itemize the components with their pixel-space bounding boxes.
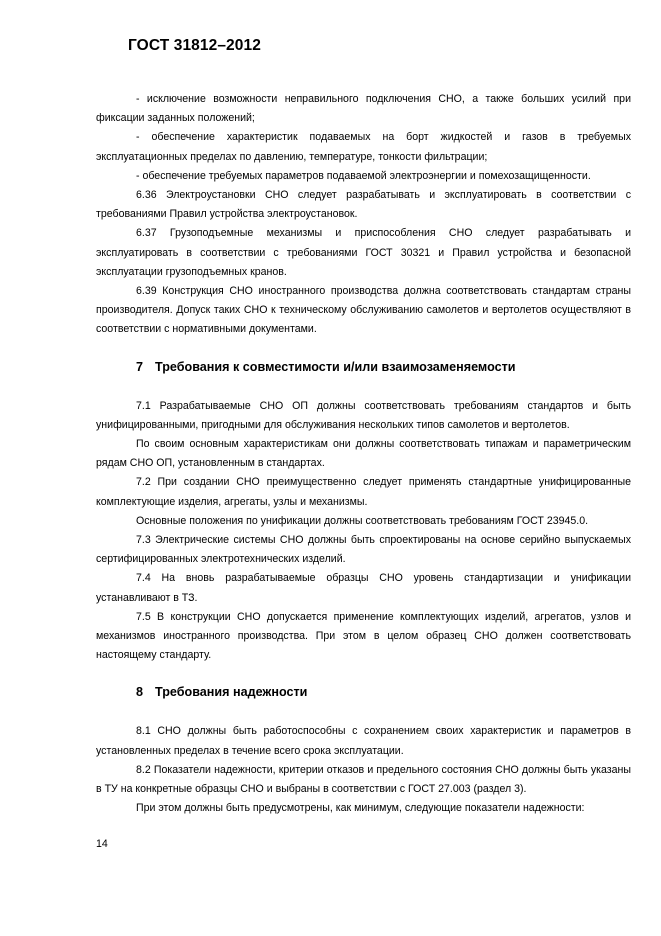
section-7-title: Требования к совместимости и/или взаимозаменяемости: [155, 359, 516, 374]
paragraph-7-2: 7.2 При создании СНО преимущественно следует применять стандартные унифицированные комплектующие изделия, агрегаты, узлы и механизмы.: [96, 476, 631, 508]
paragraph-7-4: 7.4 На вновь разрабатываемые образцы СНО уровень стандартизации и унификации устанавливают в ТЗ.: [96, 572, 631, 604]
paragraph-8-2: 8.2 Показатели надежности, критерии отказов и предельного состояния СНО должны быть указаны в ТУ на конкретные образцы СНО и выбраны в соответствии с ГОСТ 27.003 (раздел 3).: [96, 763, 631, 796]
section-8-title: Требования надежности: [155, 685, 308, 700]
paragraph-7-3: 7.3 Электрические системы СНО должны быть спроектированы на основе серийно выпускаемых сертифицированных электротехнических изделий.: [96, 534, 631, 566]
page-number: 14: [96, 838, 108, 850]
section-8-heading: [96, 683, 631, 702]
paragraph-bullet-power: - обеспечение требуемых параметров подаваемой электроэнергии и помехозащищенности.: [136, 169, 591, 182]
paragraph-8-2-cont: При этом должны быть предусмотрены, как минимум, следующие показатели надежности:: [136, 802, 585, 815]
paragraph-6-37: 6.37 Грузоподъемные механизмы и приспособления СНО следует разрабатывать и эксплуатировать в соответствии с требованиями ГОСТ 30321 и Правил устройства и безопасной эксплуатации грузоподъемных кранов.: [96, 227, 631, 278]
section-7-number: 7: [136, 359, 144, 374]
section-8-number: 8: [136, 685, 144, 700]
paragraph-6-39: 6.39 Конструкция СНО иностранного производства должна соответствовать стандартам страны производителя. Допуск таких СНО к техническому обслуживанию самолетов и вертолетов осуществляют в соответствии с нормативными документами.: [96, 285, 631, 336]
paragraph-bullet-connection: - исключение возможности неправильного подключения СНО, а также больших усилий при фиксации заданных положений;: [96, 93, 631, 125]
paragraph-6-36: 6.36 Электроустановки СНО следует разрабатывать и эксплуатировать в соответствии с требованиями Правил устройства электроустановок.: [96, 189, 631, 221]
paragraph-8-1: 8.1 СНО должны быть работоспособны с сохранением своих характеристик и параметров в установленных пределах в течение всего срока эксплуатации.: [96, 725, 631, 757]
document-body: [96, 90, 631, 819]
paragraph-bullet-fluids: - обеспечение характеристик подаваемых на борт жидкостей и газов в требуемых эксплуатационных пределах по давлению, температуре, тонкости фильтрации;: [96, 131, 631, 163]
section-7-heading: [96, 358, 631, 377]
paragraph-7-5: 7.5 В конструкции СНО допускается применение комплектующих изделий, агрегатов, узлов и механизмов иностранного производства. При этом в целом образец СНО должен соответствовать настоящему стандарту.: [96, 610, 631, 662]
paragraph-7-1: 7.1 Разрабатываемые СНО ОП должны соответствовать требованиям стандартов и быть унифицированными, пригодными для обслуживания нескольких типов самолетов и вертолетов.: [96, 399, 631, 431]
paragraph-7-2-cont: Основные положения по унификации должны соответствовать требованиям ГОСТ 23945.0.: [136, 514, 589, 527]
document-header-title: ГОСТ 31812–2012: [128, 37, 261, 54]
paragraph-7-1-cont: По своим основным характеристикам они должны соответствовать типажам и параметрическим рядам СНО ОП, установленным в стандартах.: [96, 438, 631, 470]
